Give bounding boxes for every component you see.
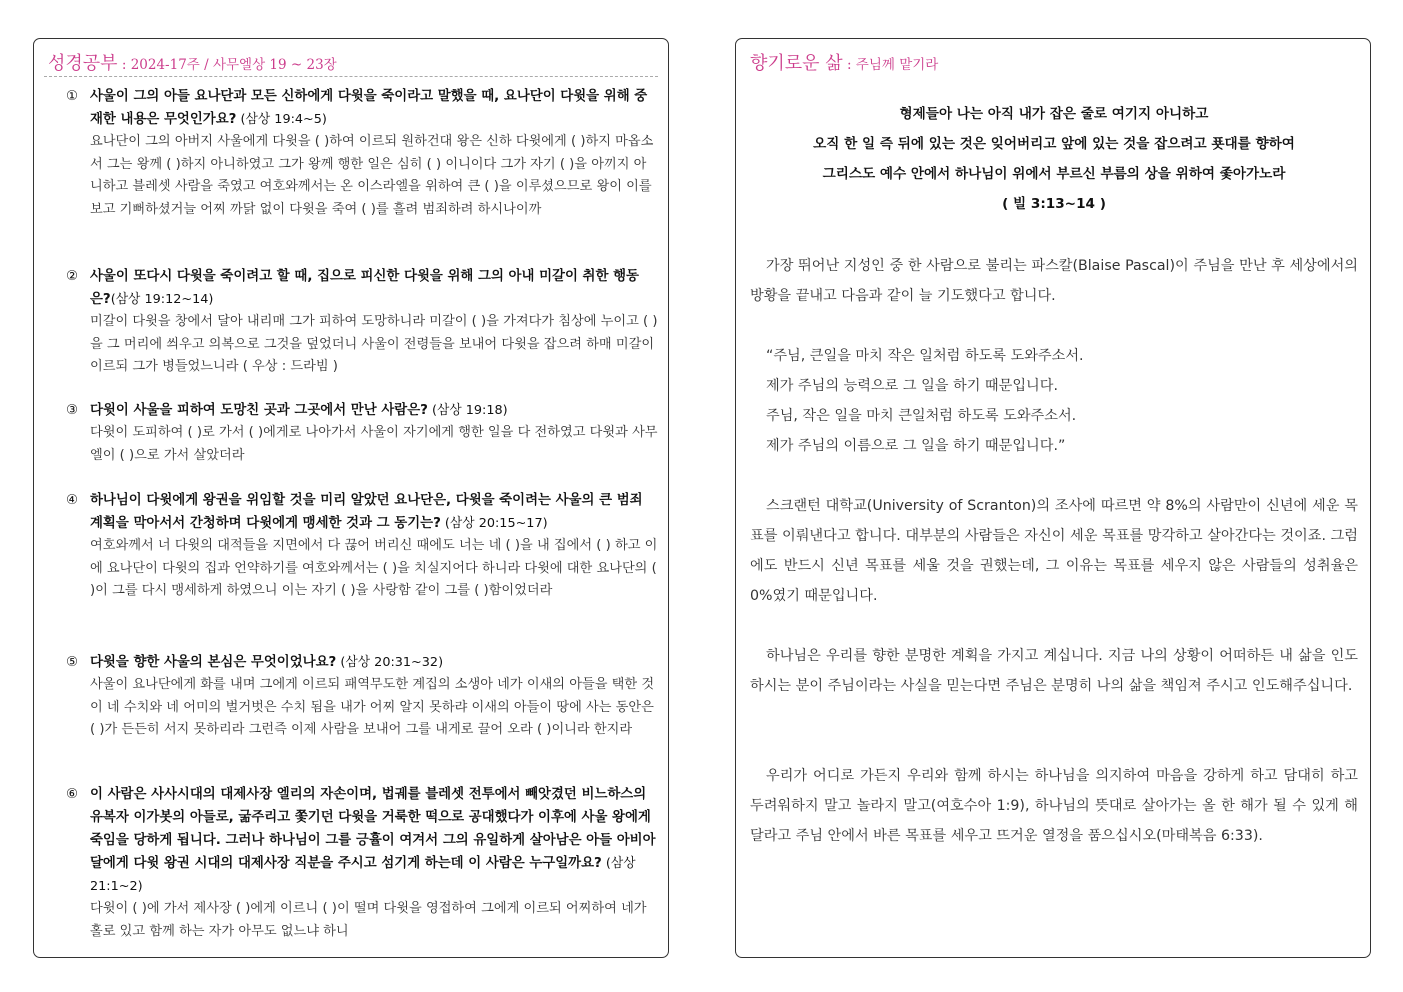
question-text: 사울이 또다시 다윗을 죽이려고 할 때, 집으로 피신한 다윗을 위해 그의 아내 미갈이 취한 행동은? [90,269,639,307]
question-3 [66,399,658,467]
question-2 [66,265,658,379]
title-divider [44,76,658,77]
question-answer: 다윗이 ( )에 가서 제사장 ( )에게 이르니 ( )이 떨며 다윗을 영접하여 그에게 이르되 어찌하여 네가 홀로 있고 함께 하는 자가 아무도 없느냐 하니 [90,901,647,939]
verse-reference: ( 빌 3:13~14 ) [1002,196,1106,212]
bible-study-title-sub: : 2024-17주 / 사무엘상 19 ~ 23장 [117,57,337,73]
question-5 [66,651,658,742]
verse-line: 그리스도 예수 안에서 하나님이 위에서 부르신 부름의 상을 위하여 좇아가노라 [822,166,1286,182]
bible-study-panel [33,38,669,958]
quote-line: 주님, 작은 일을 마치 큰일처럼 하도록 도와주소서. [766,408,1077,424]
quote-line: 제가 주님의 능력으로 그 일을 하기 때문입니다. [766,378,1058,394]
question-answer: 미갈이 다윗을 창에서 달아 내리매 그가 피하여 도망하니라 미갈이 ( )을 가져다가 침상에 누이고 ( )을 그 머리에 씌우고 의복으로 그것을 덮었더니 사울이 전령들을 보내어 다윗을 잡으려 하매 미갈이 이르되 그가 병들었느니라 ( 우상 : 드라빔 ) [90,314,658,374]
paragraph-pascal: 가장 뛰어난 지성인 중 한 사람으로 불리는 파스칼(Blaise Pascal)이 주님을 만난 후 세상에서의 방황을 끝내고 다음과 같이 늘 기도했다고 합니다. [750,258,1358,304]
paragraph-scranton: 스크랜턴 대학교(University of Scranton)의 조사에 따르면 약 8%의 사람만이 신년에 세운 목표를 이뤄낸다고 합니다. 대부분의 사람들은 자신이 세운 목표를 망각하고 살아간다는 것이죠. 그럼에도 반드시 신년 목표를 세울 것을 권했는데, 그 이유는 목표를 세우지 않은 사람들의 성취율은 0%였기 때문입니다. [750,498,1358,604]
question-answer: 다윗이 도피하여 ( )로 가서 ( )에게로 나아가서 사울이 자기에게 행한 일을 다 전하였고 다윗과 사무엘이 ( )으로 가서 살았더라 [90,425,658,463]
question-answer: 여호와께서 너 다윗의 대적들을 지면에서 다 끊어 버리신 때에도 너는 네 ( )을 내 집에서 ( ) 하고 이에 요나단이 다윗의 집과 언약하기를 여호와께서는 ( )을 치실지어다 하니라 다윗에 대한 요나단의 ( )이 그를 다시 맹세하게 하였으니 이는 자기 ( )을 사랑함 같이 그를 ( )함이었더라 [90,538,658,598]
devotional-panel [735,38,1371,958]
question-answer: 요나단이 그의 아버지 사울에게 다윗을 ( )하여 이르되 원하건대 왕은 신하 다윗에게 ( )하지 마옵소서 그는 왕께 ( )하지 아니하였고 그가 왕께 행한 일은 심히 ( ) 이니이다 그가 자기 ( )을 아끼지 아니하고 블레셋 사람을 죽였고 여호와께서는 온 이스라엘을 위하여 큰 ( )을 이루셨으므로 왕이 이를 보고 기뻐하셨거늘 어찌 까닭 없이 다윗을 죽여 ( )를 흘려 범죄하려 하시나이까 [90,134,654,217]
question-text: 다윗을 향한 사울의 본심은 무엇이었나요? [90,655,337,670]
question-1 [66,85,658,221]
paragraph-exhortation: 우리가 어디로 가든지 우리와 함께 하시는 하나님을 의지하여 마음을 강하게 하고 담대히 하고 두려워하지 말고 놀라지 말고(여호수아 1:9), 하나님의 뜻대로 살아가는 올 한 해가 될 수 있게 해달라고 주님 안에서 바른 목표를 세우고 뜨거운 열정을 품으십시오(마태복음 6:33). [750,768,1358,844]
scripture-verse [736,99,1371,219]
verse-line: 형제들아 나는 아직 내가 잡은 줄로 여기지 아니하고 [899,106,1209,122]
question-4 [66,489,658,603]
question-reference: (삼상 19:18) [427,403,508,418]
question-number: ⑥ [66,787,79,802]
devotional-title-main: 향기로운 삶 [750,53,843,74]
devotional-title [750,49,938,75]
question-number: ① [66,89,79,104]
question-number: ③ [66,403,79,418]
question-text: 사울이 그의 아들 요나단과 모든 신하에게 다윗을 죽이라고 말했을 때, 요나단이 다윗을 위해 중재한 내용은 무엇인가요? [90,89,648,127]
paragraph-gods-plan: 하나님은 우리를 향한 분명한 계획을 가지고 계십니다. 지금 나의 상황이 어떠하든 내 삶을 인도하시는 분이 주님이라는 사실을 믿는다면 주님은 분명히 나의 삶을 책임져 주시고 인도해주십니다. [750,648,1358,694]
question-answer: 사울이 요나단에게 화를 내며 그에게 이르되 패역무도한 계집의 소생아 네가 이새의 아들을 택한 것이 네 수치와 네 어미의 벌거벗은 수치 됨을 내가 어찌 알지 못하랴 이새의 아들이 땅에 사는 동안은 ( )가 든든히 서지 못하리라 그런즉 이제 사람을 보내어 그를 내게로 끌어 오라 ( )이니라 한지라 [90,677,655,737]
devotional-title-sub: : 주님께 맡기라 [842,57,939,73]
question-reference: (삼상 19:4~5) [236,112,327,127]
question-text: 하나님이 다윗에게 왕권을 위임할 것을 미리 알았던 요나단은, 다윗을 죽이려는 사울의 큰 범죄 계획을 막아서서 간청하며 다윗에게 맹세한 것과 그 동기는? [90,493,643,531]
question-reference: (삼상 20:31~32) [336,655,444,670]
quote-line: “주님, 큰일을 마치 작은 일처럼 하도록 도와주소서. [766,348,1084,364]
question-reference: (삼상 19:12~14) [110,292,214,307]
question-reference: (삼상 21:1~2) [90,856,636,894]
verse-line: 오직 한 일 즉 뒤에 있는 것은 잊어버리고 앞에 있는 것을 잡으려고 푯대를 향하여 [813,136,1295,152]
question-reference: (삼상 20:15~17) [440,516,548,531]
bible-study-title-main: 성경공부 [48,53,118,74]
question-6 [66,783,658,943]
question-text: 다윗이 사울을 피하여 도망친 곳과 그곳에서 만난 사람은? [90,403,428,418]
bible-study-title [48,49,337,75]
question-number: ④ [66,493,79,508]
pascal-prayer-quote [766,341,1346,461]
question-text: 이 사람은 사사시대의 대제사장 엘리의 자손이며, 법궤를 블레셋 전투에서 빼앗겼던 비느하스의 유복자 이가봇의 아들로, 굶주리고 쫓기던 다윗을 거룩한 떡으로 공대했다가 이후에 사울 왕에게 죽임을 당하게 됩니다. 그러나 하나님이 그를 긍휼이 여겨서 그의 유일하게 살아남은 아들 아비아달에게 다윗 왕권 시대의 대제사장 직분을 주시고 섬기게 하는데 이 사람은 누구일까요? [90,787,656,871]
question-number: ② [66,269,79,284]
quote-line: 제가 주님의 이름으로 그 일을 하기 때문입니다.” [766,438,1066,454]
question-number: ⑤ [66,655,79,670]
